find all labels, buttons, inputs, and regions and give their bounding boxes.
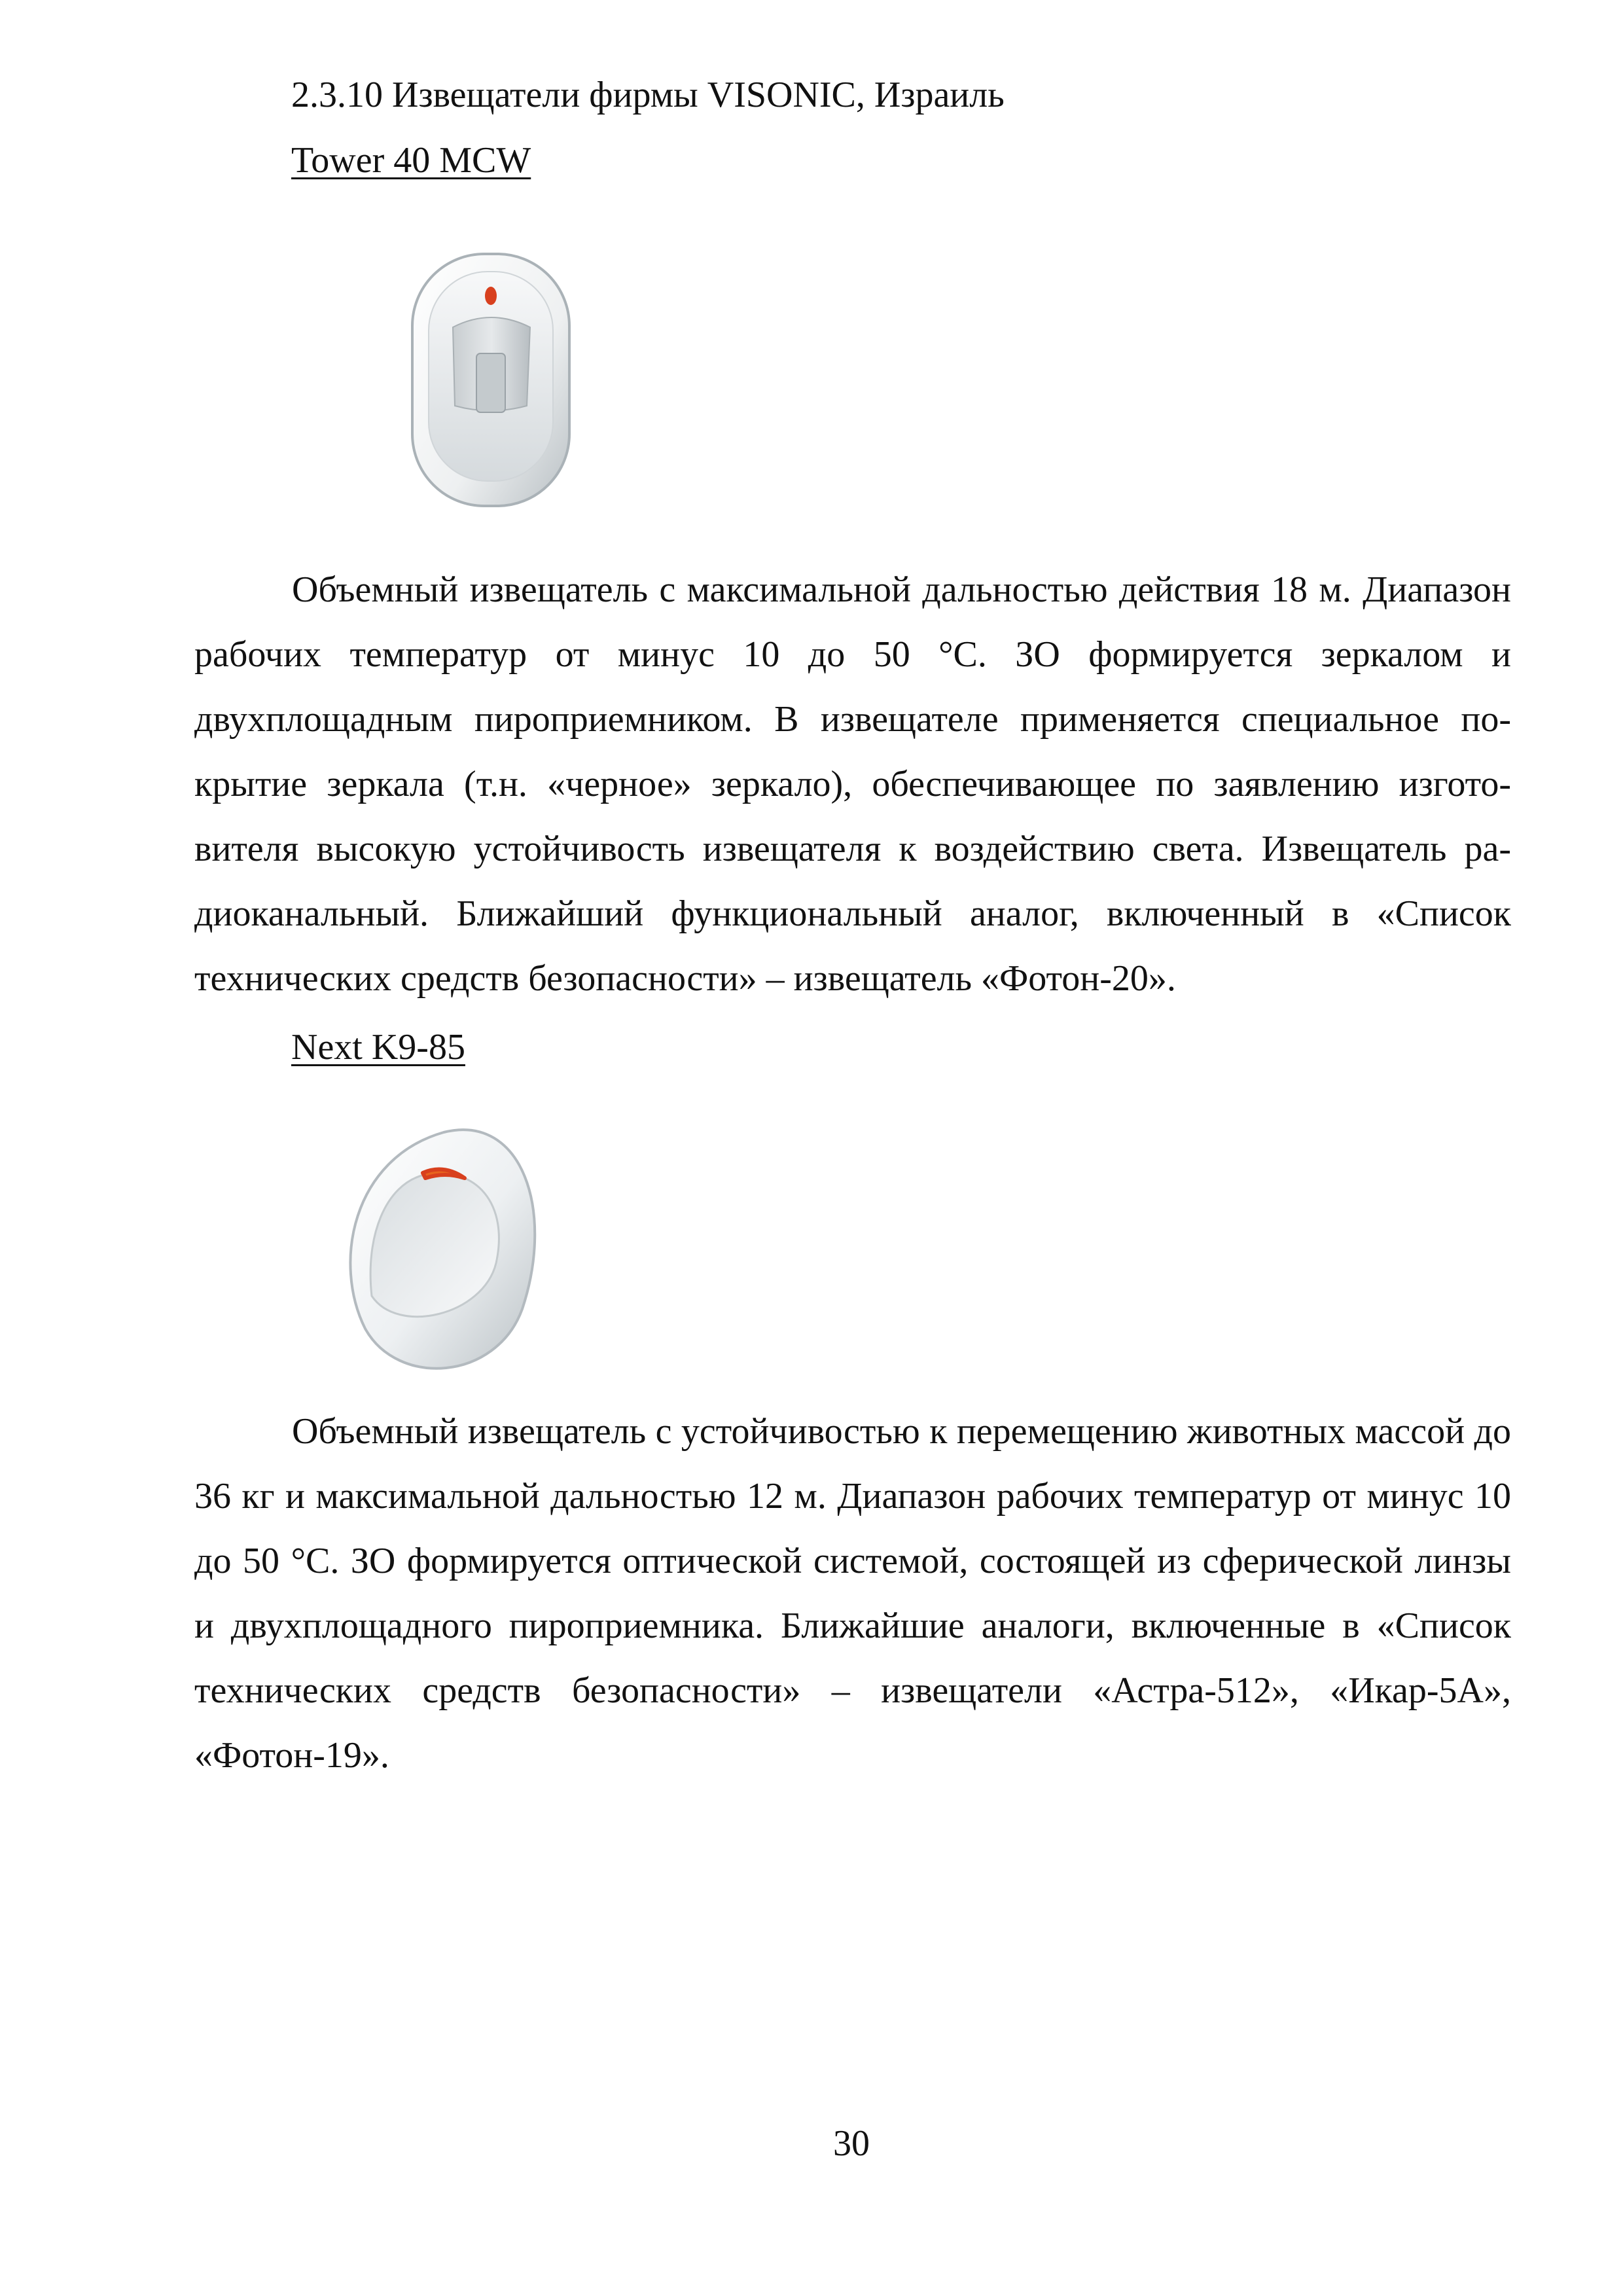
page-number: 30 [833, 2123, 870, 2164]
product-title-tower-40-mcw: Tower 40 MCW [291, 140, 531, 181]
indicator-led-icon [485, 287, 497, 305]
tower-lens-slot [476, 353, 505, 412]
next-k9-85-description: Объемный извещатель с устойчивостью к перемещению животных массой до 36 кг и максимальной дальностью 12 м. Диапазон рабочих температур от минус 10 до 50 °С. ЗО формируется оптической системой, состоящей из сферической линзы и двухплощадного пироприемника. Ближайшие аналоги, включенные в «Список технических средств безопасности» – извещатели «Астра-512», «Икар-5А», «Фотон-19». [194, 1411, 1511, 1776]
product-title-next-k9-85: Next K9-85 [291, 1027, 465, 1067]
section-heading: 2.3.10 Извещатели фирмы VISONIC, Израиль [291, 75, 1005, 115]
tower-40-mcw-image [393, 242, 589, 517]
tower-40-mcw-description: Объемный извещатель с максимальной дальностью действия 18 м. Диапазон рабочих температур от минус 10 до 50 °С. ЗО формируется зеркалом и двухплощадным пироприемником. В извещателе применяется специальное покрытие зеркала (т.н. «черное» зеркало), обеспечивающее по заявлению изготовителя высокую устойчивость извещателя к воздействию света. Извещатель радиоканальный. Ближайший функциональный аналог, включенный в «Список технических средств безопасности» – извещатель «Фотон-20». [194, 569, 1511, 999]
next-k9-85-image [326, 1113, 562, 1388]
